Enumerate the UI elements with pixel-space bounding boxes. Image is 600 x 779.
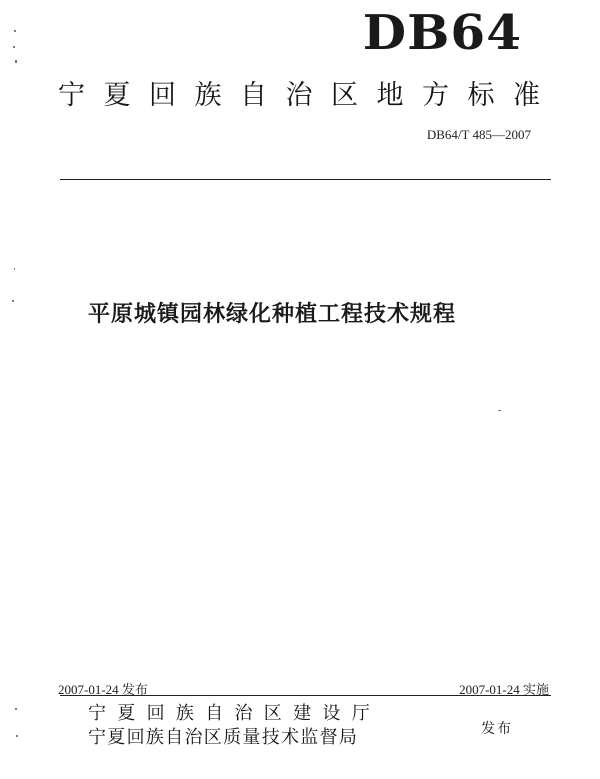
scan-speck — [14, 30, 16, 32]
standard-code-logo: DB64 — [362, 4, 522, 61]
standard-number: DB64/T 485—2007 — [426, 127, 531, 142]
scan-speck — [16, 735, 18, 737]
top-divider — [60, 179, 551, 180]
implement-date: 2007-01-24 实施 — [459, 682, 549, 697]
scan-speck — [14, 268, 15, 270]
publish-label: 发布 — [481, 721, 513, 737]
scan-speck — [15, 60, 17, 63]
publisher-construction-dept: 宁夏回族自治区建设厅 — [88, 703, 381, 724]
scan-speck — [13, 46, 15, 48]
issue-date: 2007-01-24 发布 — [58, 682, 148, 697]
bottom-divider — [60, 695, 551, 696]
scan-speck — [498, 410, 501, 411]
publisher-quality-bureau: 宁夏回族自治区质量技术监督局 — [88, 727, 359, 748]
standard-type-heading: 宁夏回族自治区地方标准 — [58, 80, 559, 111]
scan-speck — [12, 300, 14, 302]
document-title: 平原城镇园林绿化种植工程技术规程 — [88, 302, 457, 327]
scan-speck — [15, 708, 17, 710]
